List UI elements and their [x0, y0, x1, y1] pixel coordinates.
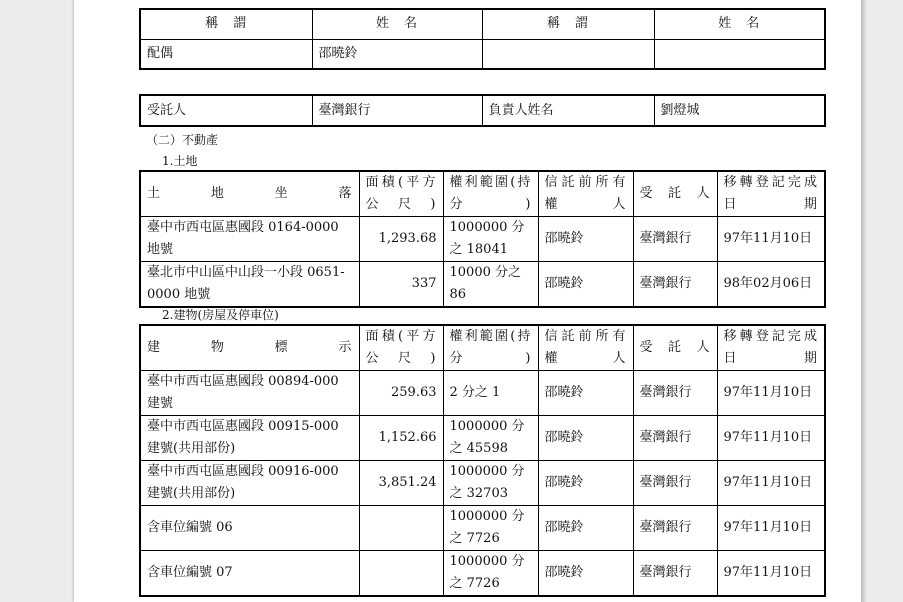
building-area: 3,851.24 [359, 461, 443, 506]
building-label: 臺中市西屯區惠國段 00915-000 建號(共用部份) [140, 416, 359, 461]
building-area [359, 506, 443, 551]
building-trustee: 臺灣銀行 [633, 551, 717, 597]
document-page [74, 0, 861, 602]
spouse-header-title-2: 稱 謂 [482, 9, 654, 39]
land-header-location: 土 地 坐 落 [140, 171, 359, 217]
responsible-label: 負責人姓名 [482, 95, 654, 126]
spouse-header-name: 姓 名 [312, 9, 482, 39]
building-area: 259.63 [359, 371, 443, 416]
building-date: 97年11月10日 [717, 371, 825, 416]
building-date: 97年11月10日 [717, 551, 825, 597]
land-header-area: 面積(平方公尺) [359, 171, 443, 217]
building-trustee: 臺灣銀行 [633, 416, 717, 461]
building-header-date: 移轉登記完成日期 [717, 325, 825, 371]
land-trustee: 臺灣銀行 [633, 262, 717, 308]
building-trustee: 臺灣銀行 [633, 506, 717, 551]
page-shadow [861, 0, 867, 602]
table-row [140, 416, 825, 461]
building-date: 97年11月10日 [717, 416, 825, 461]
trustee-table [139, 94, 826, 127]
building-trustee: 臺灣銀行 [633, 371, 717, 416]
spouse-relation: 配偶 [140, 39, 312, 69]
building-owner: 邵曉鈴 [538, 416, 633, 461]
building-table [139, 324, 826, 597]
building-share: 1000000 分之 32703 [443, 461, 538, 506]
table-row [140, 217, 825, 262]
building-trustee: 臺灣銀行 [633, 461, 717, 506]
trustee-value: 臺灣銀行 [312, 95, 482, 126]
table-row [140, 461, 825, 506]
land-header-share: 權利範圍(持分) [443, 171, 538, 217]
building-date: 97年11月10日 [717, 461, 825, 506]
building-label: 臺中市西屯區惠國段 00894-000 建號 [140, 371, 359, 416]
table-row [140, 551, 825, 597]
land-date: 97年11月10日 [717, 217, 825, 262]
responsible-value: 劉燈城 [654, 95, 825, 126]
building-date: 97年11月10日 [717, 506, 825, 551]
building-area [359, 551, 443, 597]
building-owner: 邵曉鈴 [538, 461, 633, 506]
building-header-trustee: 受託人 [633, 325, 717, 371]
building-header-area: 面積(平方公尺) [359, 325, 443, 371]
land-owner: 邵曉鈴 [538, 217, 633, 262]
table-row [140, 262, 825, 308]
section-real-estate: （二）不動產 [146, 133, 219, 147]
building-share: 1000000 分之 7726 [443, 506, 538, 551]
table-row [140, 371, 825, 416]
land-header-owner: 信託前所有權人 [538, 171, 633, 217]
building-share: 1000000 分之 7726 [443, 551, 538, 597]
spouse-table [139, 8, 826, 70]
land-header-date: 移轉登記完成日期 [717, 171, 825, 217]
building-share: 1000000 分之 45598 [443, 416, 538, 461]
land-share: 10000 分之 86 [443, 262, 538, 308]
land-share: 1000000 分之 18041 [443, 217, 538, 262]
building-label: 含車位編號 07 [140, 551, 359, 597]
table-row [140, 506, 825, 551]
spouse-header-title: 稱 謂 [140, 9, 312, 39]
building-owner: 邵曉鈴 [538, 371, 633, 416]
spouse-name-2 [654, 39, 825, 69]
subsection-building: 2.建物(房屋及停車位) [162, 308, 279, 322]
land-location: 臺北市中山區中山段一小段 0651-0000 地號 [140, 262, 359, 308]
land-trustee: 臺灣銀行 [633, 217, 717, 262]
building-header-label: 建 物 標 示 [140, 325, 359, 371]
land-table [139, 170, 826, 308]
building-area: 1,152.66 [359, 416, 443, 461]
spouse-header-name-2: 姓 名 [654, 9, 825, 39]
building-label: 含車位編號 06 [140, 506, 359, 551]
land-owner: 邵曉鈴 [538, 262, 633, 308]
spouse-name: 邵曉鈴 [312, 39, 482, 69]
subsection-land: 1.土地 [162, 154, 198, 168]
land-area: 1,293.68 [359, 217, 443, 262]
building-header-share: 權利範圍(持分) [443, 325, 538, 371]
building-owner: 邵曉鈴 [538, 506, 633, 551]
building-share: 2 分之 1 [443, 371, 538, 416]
land-date: 98年02月06日 [717, 262, 825, 308]
building-label: 臺中市西屯區惠國段 00916-000 建號(共用部份) [140, 461, 359, 506]
building-header-owner: 信託前所有權人 [538, 325, 633, 371]
land-area: 337 [359, 262, 443, 308]
trustee-label: 受託人 [140, 95, 312, 126]
spouse-relation-2 [482, 39, 654, 69]
land-location: 臺中市西屯區惠國段 0164-0000 地號 [140, 217, 359, 262]
building-owner: 邵曉鈴 [538, 551, 633, 597]
land-header-trustee: 受託人 [633, 171, 717, 217]
